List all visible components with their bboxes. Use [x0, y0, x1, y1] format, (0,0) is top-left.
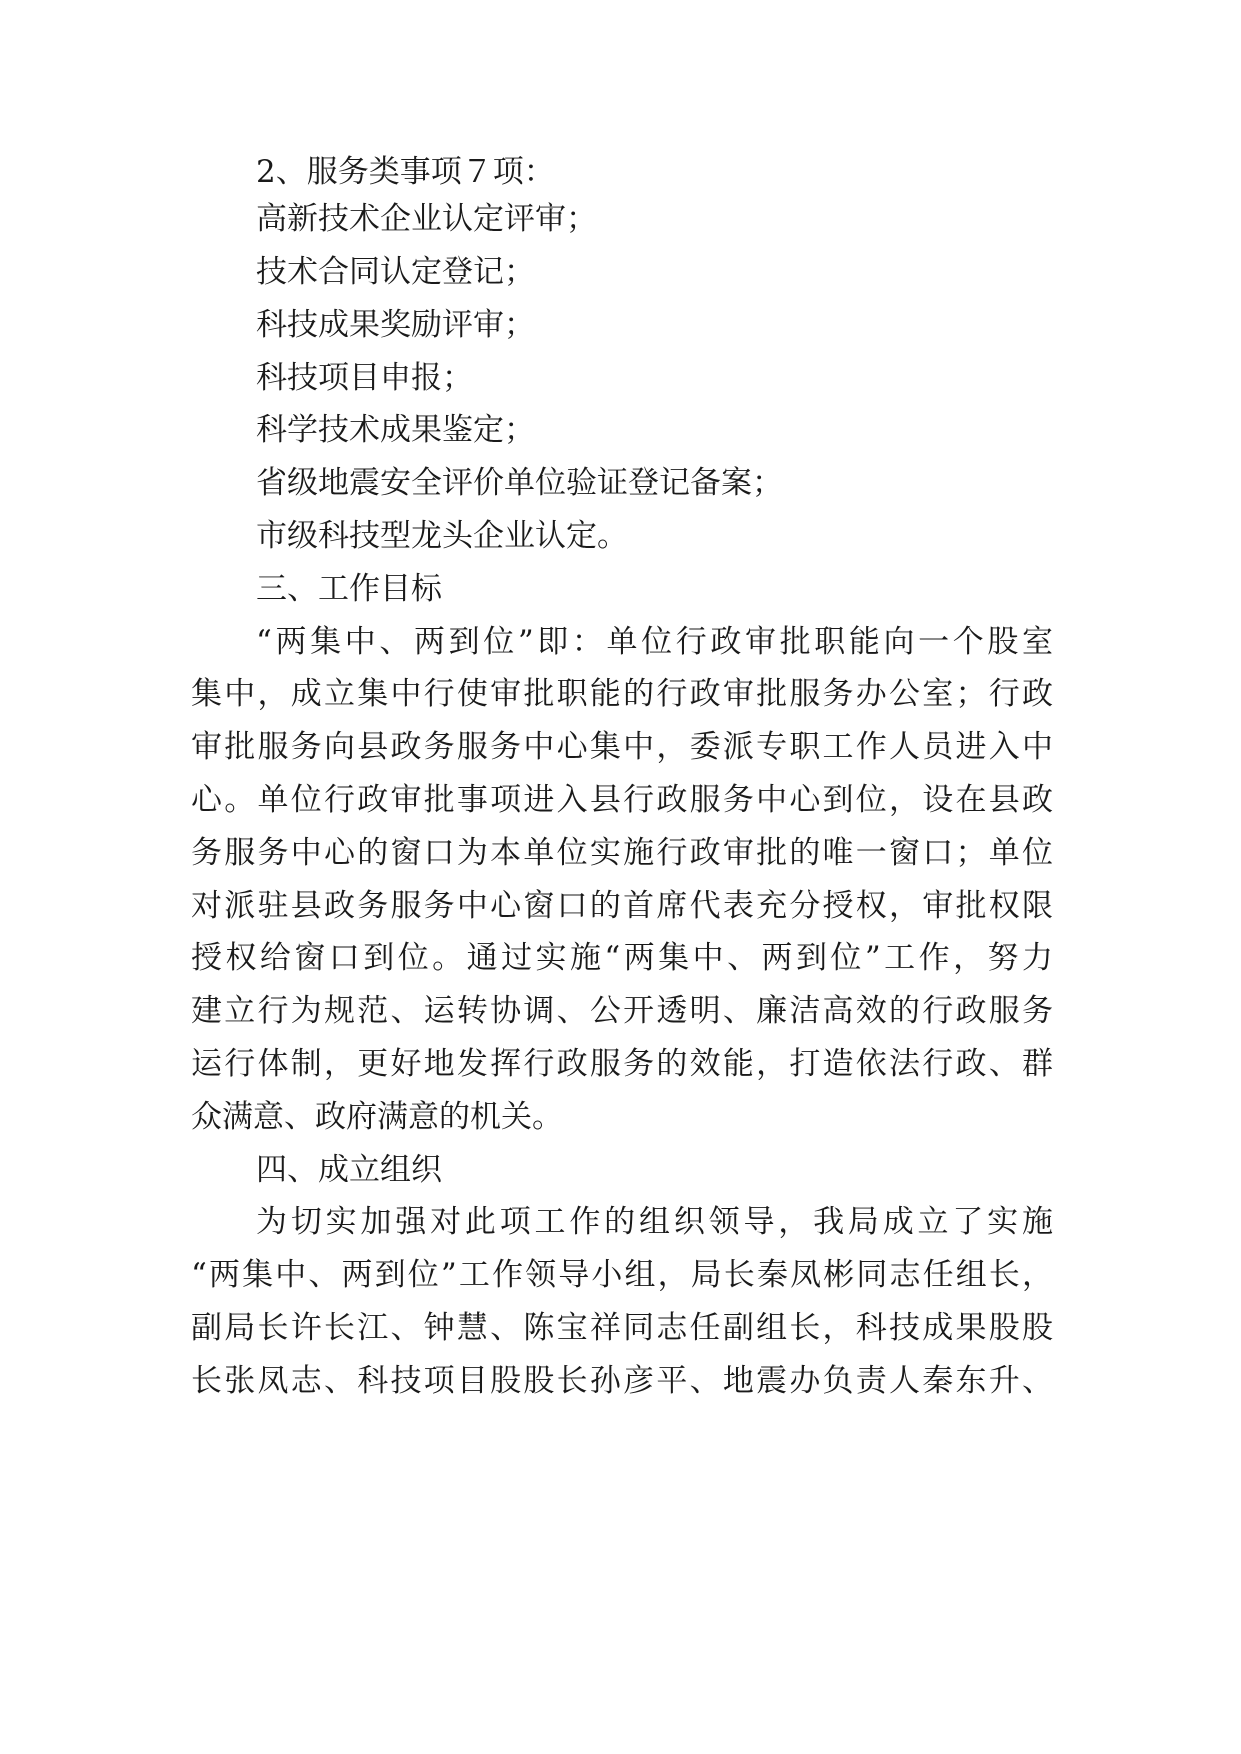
paragraph-line: 为切实加强对此项工作的组织领导，我局成立了实施 — [256, 1204, 1053, 1240]
paragraph-line: “两集中、两到位”即：单位行政审批职能向一个股室 — [256, 624, 1053, 660]
paragraph-line: 运行体制，更好地发挥行政服务的效能，打造依法行政、群 — [191, 1046, 1053, 1082]
paragraph-line: 长张凤志、科技项目股股长孙彦平、地震办负责人秦东升、 — [191, 1363, 1053, 1399]
list-item: 省级地震安全评价单位验证登记备案； — [256, 465, 783, 501]
list-item: 科学技术成果鉴定； — [256, 412, 535, 448]
paragraph-line: 审批服务向县政务服务中心集中，委派专职工作人员进入中 — [191, 729, 1053, 765]
paragraph-line: 授权给窗口到位。通过实施“两集中、两到位”工作，努力 — [191, 940, 1053, 976]
section-heading-organization: 四、成立组织 — [256, 1152, 442, 1188]
paragraph-line: 众满意、政府满意的机关。 — [191, 1099, 563, 1135]
section-heading-goals: 三、工作目标 — [256, 571, 442, 607]
list-item: 科技项目申报； — [256, 360, 473, 396]
paragraph-line: 务服务中心的窗口为本单位实施行政审批的唯一窗口；单位 — [191, 835, 1053, 871]
item-heading: 2、服务类事项７项： — [256, 154, 555, 190]
list-item: 市级科技型龙头企业认定。 — [256, 518, 628, 554]
paragraph-line: 建立行为规范、运转协调、公开透明、廉洁高效的行政服务 — [191, 993, 1053, 1029]
paragraph-line: 对派驻县政务服务中心窗口的首席代表充分授权，审批权限 — [191, 888, 1053, 924]
paragraph-line: 集中，成立集中行使审批职能的行政审批服务办公室；行政 — [191, 676, 1053, 712]
list-item: 科技成果奖励评审； — [256, 307, 535, 343]
paragraph-line: “两集中、两到位”工作领导小组，局长秦凤彬同志任组长， — [191, 1257, 1053, 1293]
list-item: 技术合同认定登记； — [256, 254, 535, 290]
paragraph-line: 心。单位行政审批事项进入县行政服务中心到位，设在县政 — [191, 782, 1053, 818]
paragraph-line: 副局长许长江、钟慧、陈宝祥同志任副组长，科技成果股股 — [191, 1310, 1053, 1346]
list-item: 高新技术企业认定评审； — [256, 201, 597, 237]
